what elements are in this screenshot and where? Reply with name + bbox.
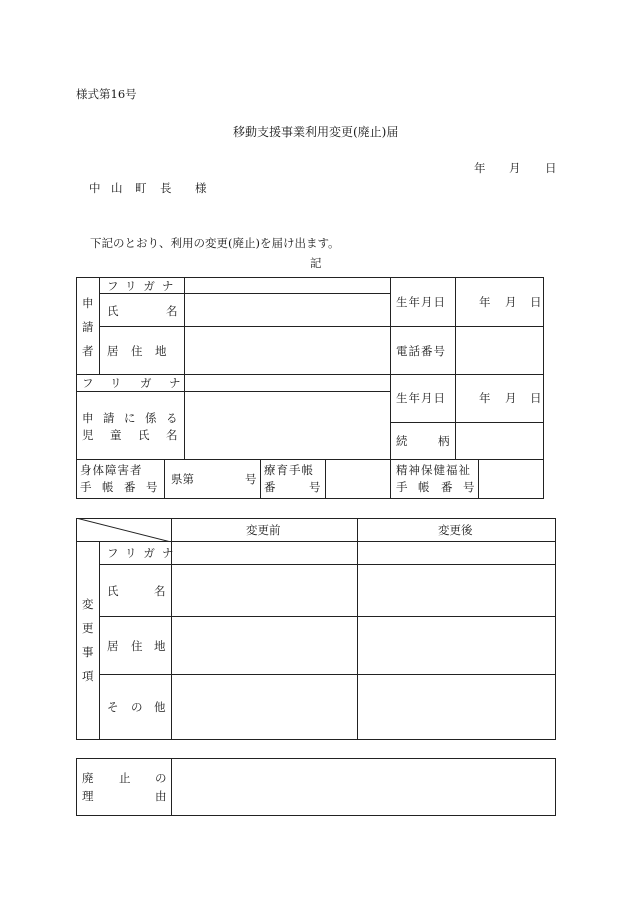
applicant-address-label-2: 住 xyxy=(131,344,143,358)
applicant-phone-label: 電話番号 xyxy=(396,344,446,358)
changes-other-label-1: そ xyxy=(107,700,119,714)
child-relation-label-1: 続 xyxy=(396,434,408,448)
applicant-name-label-a: 氏 xyxy=(107,304,119,318)
prefecture-number-b: 号 xyxy=(245,472,257,486)
changes-other-label-2: の xyxy=(131,700,143,714)
ki-label: 記 xyxy=(310,256,322,270)
physical-handbook-label: 身体障害者 xyxy=(80,463,143,477)
applicant-dob-day: 日 xyxy=(530,295,542,309)
changes-name-label-1: 氏 xyxy=(107,584,119,598)
child-dob-day: 日 xyxy=(530,391,542,405)
child-label-3: に xyxy=(124,411,136,425)
changes-name-label-2: 名 xyxy=(154,584,166,598)
form-number: 様式第16号 xyxy=(76,87,137,101)
changes-section-label-1: 変 xyxy=(82,597,94,611)
child-furigana-1: フ xyxy=(82,376,94,390)
ryoiku-handbook-l2-2: 号 xyxy=(309,480,321,494)
abolition-label-1: 廃 xyxy=(82,771,94,785)
form-title: 移動支援事業利用変更(廃止)届 xyxy=(233,125,399,139)
child-label-4: 係 xyxy=(145,411,157,425)
child-furigana-4: ナ xyxy=(169,376,181,390)
col-after-header: 変更後 xyxy=(438,523,473,537)
child-relation-label-2: 柄 xyxy=(438,434,450,448)
applicant-section-label-3: 者 xyxy=(82,344,94,358)
physical-handbook-l2-3: 番 xyxy=(124,480,136,494)
changes-furigana-label: フリガナ xyxy=(107,546,181,560)
header-diagonal-line xyxy=(76,518,171,542)
abolition-label-4: 理 xyxy=(82,789,94,803)
applicant-section-label-1: 申 xyxy=(82,296,94,310)
applicant-furigana-label: フリガナ xyxy=(107,279,181,293)
applicant-dob-month: 月 xyxy=(505,295,517,309)
abolition-label-2: 止 xyxy=(119,771,131,785)
child-furigana-3: ガ xyxy=(140,376,152,390)
child-label-9: 名 xyxy=(166,428,178,442)
child-label-1: 申 xyxy=(82,411,94,425)
applicant-dob-label: 生年月日 xyxy=(396,295,446,309)
col-before-header: 変更前 xyxy=(246,523,281,537)
prefecture-number-a: 県第 xyxy=(171,472,194,486)
mental-handbook-l2-4: 号 xyxy=(463,480,475,494)
applicant-dob-year: 年 xyxy=(479,295,491,309)
mental-handbook-l2-2: 帳 xyxy=(418,480,430,494)
physical-handbook-l2-2: 帳 xyxy=(102,480,114,494)
applicant-address-label-3: 地 xyxy=(155,344,167,358)
mental-handbook-l2-3: 番 xyxy=(441,480,453,494)
child-label-8: 氏 xyxy=(138,428,150,442)
mental-handbook-label: 精神保健福祉 xyxy=(396,463,471,477)
intro-text: 下記のとおり、利用の変更(廃止)を届け出ます。 xyxy=(90,236,340,250)
applicant-address-label-1: 居 xyxy=(107,344,119,358)
child-label-2: 請 xyxy=(103,411,115,425)
ryoiku-handbook-label: 療育手帳 xyxy=(264,463,314,477)
child-furigana-2: リ xyxy=(110,376,122,390)
child-dob-year: 年 xyxy=(479,391,491,405)
child-dob-label: 生年月日 xyxy=(396,391,446,405)
mental-handbook-l2-1: 手 xyxy=(396,480,408,494)
applicant-section-label-2: 請 xyxy=(82,320,94,334)
child-label-5: る xyxy=(166,411,178,425)
ryoiku-handbook-l2-1: 番 xyxy=(264,480,276,494)
changes-section-label-4: 項 xyxy=(82,669,94,683)
physical-handbook-l2-1: 手 xyxy=(80,480,92,494)
changes-section-label-3: 事 xyxy=(82,645,94,659)
changes-address-label-2: 住 xyxy=(131,639,143,653)
changes-address-label-3: 地 xyxy=(154,639,166,653)
abolition-label-5: 由 xyxy=(155,789,167,803)
physical-handbook-l2-4: 号 xyxy=(146,480,158,494)
child-dob-month: 月 xyxy=(505,391,517,405)
changes-address-label-1: 居 xyxy=(107,639,119,653)
changes-other-label-3: 他 xyxy=(154,700,166,714)
child-label-7: 童 xyxy=(110,428,122,442)
applicant-name-label-b: 名 xyxy=(166,304,178,318)
changes-section-label-2: 更 xyxy=(82,621,94,635)
abolition-label-3: の xyxy=(155,771,167,785)
child-label-6: 児 xyxy=(82,428,94,442)
